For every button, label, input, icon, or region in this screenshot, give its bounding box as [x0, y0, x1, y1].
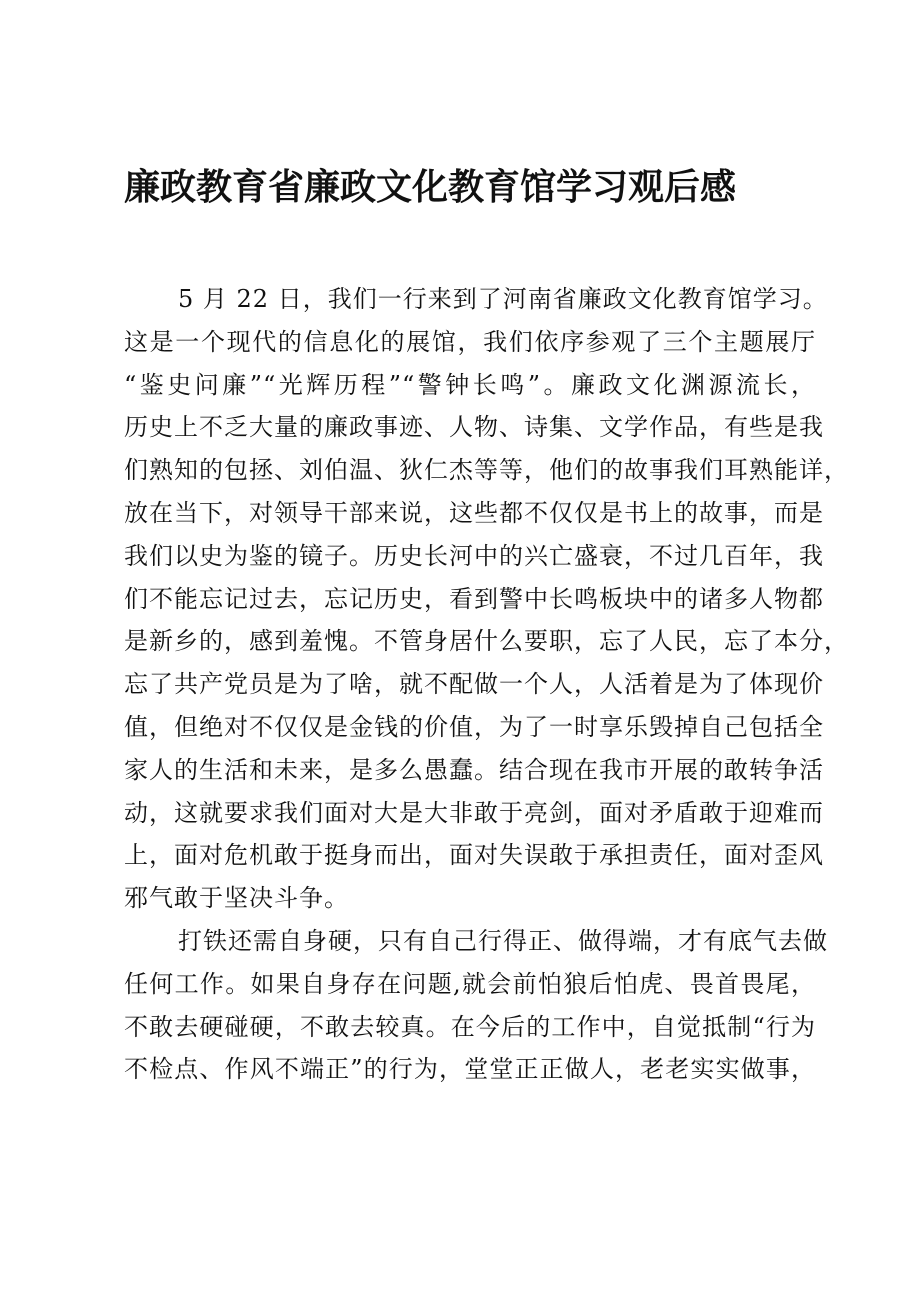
paragraph-2-line-3: 不敢去硬碰硬，不敢去较真。在今后的工作中，自觉抵制“行为 [124, 1012, 816, 1041]
paragraph-1-line-12: 家人的生活和未来，是多么愚蠢。结合现在我市开展的敢转争活 [124, 755, 824, 784]
paragraph-1-line-13: 动，这就要求我们面对大是大非敢于亮剑，面对矛盾敢于迎难而 [124, 798, 824, 827]
paragraph-1-line-8: 们不能忘记过去，忘记历史，看到警中长鸣板块中的诸多人物都 [124, 584, 824, 613]
paragraph-1-line-10: 忘了共产党员是为了啥，就不配做一个人，人活着是为了体现价 [124, 670, 824, 699]
paragraph-1-line-14: 上，面对危机敢于挺身而出，面对失误敢于承担责任，面对歪风 [124, 841, 824, 870]
paragraph-1-line-1: 5 月 22 日，我们一行来到了河南省廉政文化教育馆学习。 [178, 285, 828, 313]
paragraph-2-line-4: 不检点、作风不端正”的行为，堂堂正正做人，老老实实做事， [124, 1055, 816, 1084]
document-title: 廉政教育省廉政文化教育馆学习观后感 [124, 167, 737, 208]
paragraph-1-line-2: 这是一个现代的信息化的展馆，我们依序参观了三个主题展厅 [124, 327, 816, 356]
paragraph-2-line-2: 任何工作。如果自身存在问题,就会前怕狼后怕虎、畏首畏尾， [124, 969, 816, 998]
paragraph-1-line-5: 们熟知的包拯、刘伯温、狄仁杰等等，他们的故事我们耳熟能详， [124, 456, 849, 485]
document-body [124, 278, 849, 1091]
paragraph-1-line-11: 值，但绝对不仅仅是金钱的价值，为了一时享乐毁掉自己包括全 [124, 712, 824, 741]
paragraph-1-line-7: 我们以史为鉴的镜子。历史长河中的兴亡盛衰，不过几百年，我 [124, 541, 824, 570]
paragraph-1-line-6: 放在当下，对领导干部来说，这些都不仅仅是书上的故事，而是 [124, 498, 824, 527]
paragraph-1-line-4: 历史上不乏大量的廉政事迹、人物、诗集、文学作品，有些是我 [124, 413, 824, 442]
paragraph-1-line-9: 是新乡的，感到羞愧。不管身居什么要职，忘了人民，忘了本分， [124, 627, 849, 656]
paragraph-1-line-15: 邪气敢于坚决斗争。 [124, 884, 349, 913]
paragraph-1-line-3: “鉴史问廉”“光辉历程”“警钟长鸣”。廉政文化渊源流长， [124, 370, 816, 399]
paragraph-2-line-1: 打铁还需自身硬，只有自己行得正、做得端，才有底气去做 [178, 926, 828, 955]
